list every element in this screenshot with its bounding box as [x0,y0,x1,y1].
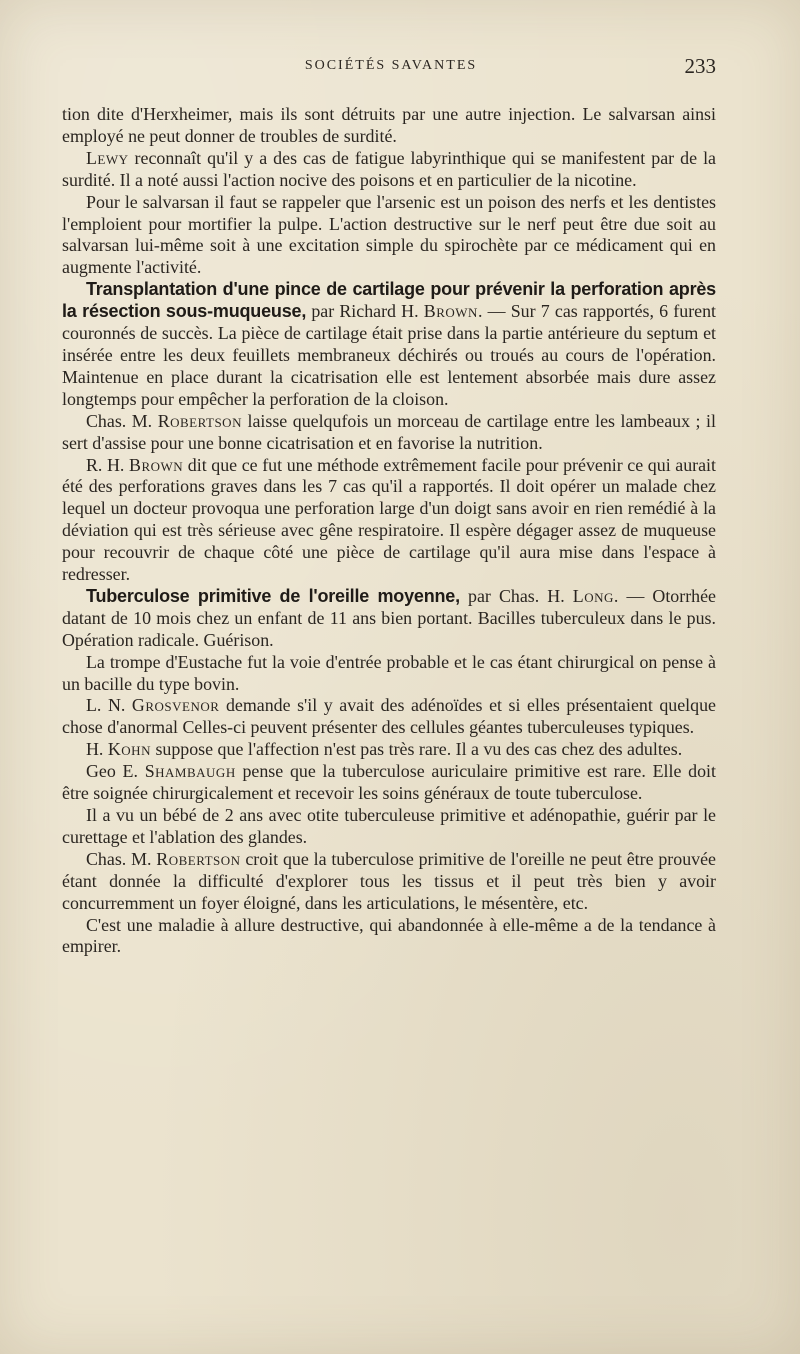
author-name: Brown [129,454,184,475]
page-header [66,54,716,84]
section-heading-paragraph [62,586,716,652]
paragraph-text: reconnaît qu'il y a des cas de fatigue labyrinthique qui se manifestent par de la surdité. Il a noté aussi l'action nocive des poisons et en particulier de la nicotine. [62,147,716,190]
speaker-prefix: Chas. M. [86,410,158,431]
paragraph-text: suppose que l'affection n'est pas très rare. Il a vu des cas chez des adultes. [150,739,683,760]
section-heading: Tuberculose primitive de l'oreille moyenne, [86,585,460,606]
paragraph-text: La trompe d'Eustache fut la voie d'entrée probable et le cas étant chirurgical on pense à un bacille du type bovin. [62,651,716,694]
paragraph-text: demande s'il y avait des adénoïdes et si elles présentaient quelque chose d'anormal Celles-ci peuvent présenter des cellules géantes tuberculeuses typiques. [62,695,716,738]
page-number: 233 [684,54,716,78]
speaker-prefix: Geo E. [86,761,145,782]
section-heading-paragraph [62,279,716,410]
author-name: Grosvenor [131,695,220,716]
paragraph-text: dit que ce fut une méthode extrêmement facile pour prévenir ce qui aurait été des perforations graves dans les 7 cas qu'il a rapportés. Il doit opérer un malade chez lequel un docteur provoqua une perforation large d'un doigt sans avoir en rien remédié à la déviation qui est très sérieuse avec gêne respiratoire. Il espère dégager assez de muqueuse pour recouvrir de chaque côté une pièce de cartilage qu'il aura mise dans l'espace à redresser. [62,454,716,585]
paragraph-text: laisse quelqufois un morceau de cartilage entre les lambeaux ; il sert d'assise pour une bonne cicatrisation et en favorise la nutrition. [62,410,716,453]
speaker-prefix: L. N. [86,695,132,716]
running-head: SOCIÉTÉS SAVANTES [304,58,478,73]
paragraph-text: Pour le salvarsan il faut se rappeler que l'arsenic est un poison des nerfs et les dentistes l'emploient pour mortifier la pulpe. L'action destructive sur le nerf peut être due soit au salvarsan lui-même soit à une excitation simple du spirochète par ce médicament qui en augmente l'activité. [62,191,716,278]
author-name: Robertson [156,848,241,869]
article-body [62,104,716,958]
paragraph [62,455,716,586]
speaker-prefix: R. H. [86,454,130,475]
paragraph-text: . — Sur 7 cas rapportés, 6 furent couronnés de succès. La pièce de cartilage était prise dans la partie antérieure du septum et insérée entre les deux feuillets membraneux déchirés ou troués au cours de l'opération. Maintenue en place durant la cicatrisation elle est lentement absorbée mais dure assez longtemps pour empêcher la perforation de la cloison. [62,301,717,409]
paragraph-text: croit que la tuberculose primitive de l'oreille ne peut être prouvée étant donnée la difficulté d'explorer tous les tissus et il peut très bien y avoir concurremment un foyer éloigné, dans les articulations, le mésentère, etc. [62,848,716,913]
section-heading: Transplantation d'une pince de cartilage pour prévenir la perforation après la résection sous-muqueuse, [62,279,716,322]
author-name: Brown [423,301,478,322]
byline-text: par Chas. H. [459,585,573,606]
paragraph [62,148,716,192]
paragraph-text: Il a vu un bébé de 2 ans avec otite tuberculeuse primitive et adénopathie, guérir par le curettage et l'ablation des glandes. [62,805,716,847]
paragraph [62,192,716,280]
paragraph [62,695,716,739]
paragraph [62,849,716,915]
paragraph [62,915,716,959]
paragraph [62,104,716,148]
paragraph-text: . — Otorrhée datant de 10 mois chez un enfant de 11 ans bien portant. Bacilles tuberculeux dans le pus. Opération radicale. Guérison. [62,585,716,650]
author-name: Shambaugh [144,761,236,782]
author-name: Lewy [86,147,129,168]
byline-text: par Richard H. [306,301,424,322]
author-name: Robertson [157,410,242,431]
paragraph-text: tion dite d'Herxheimer, mais ils sont détruits par une autre injection. Le salvarsan ainsi employé ne peut donner de troubles de surdité. [62,104,716,146]
paragraph-text: C'est une maladie à allure destructive, qui abandonnée à elle-même a de la tendance à empirer. [62,914,716,957]
paragraph [62,652,716,696]
author-name: Long [572,585,614,606]
paragraph [62,411,716,455]
paragraph [62,805,716,849]
author-name: Kohn [107,739,151,760]
paragraph [62,739,716,761]
paragraph-text: pense que la tuberculose auriculaire primitive est rare. Elle doit être soignée chirurgicalement et recevoir les soins généraux de toute tuberculose. [62,761,716,804]
paragraph [62,761,716,805]
speaker-prefix: H. [86,739,108,760]
speaker-prefix: Chas. M. [86,848,157,869]
